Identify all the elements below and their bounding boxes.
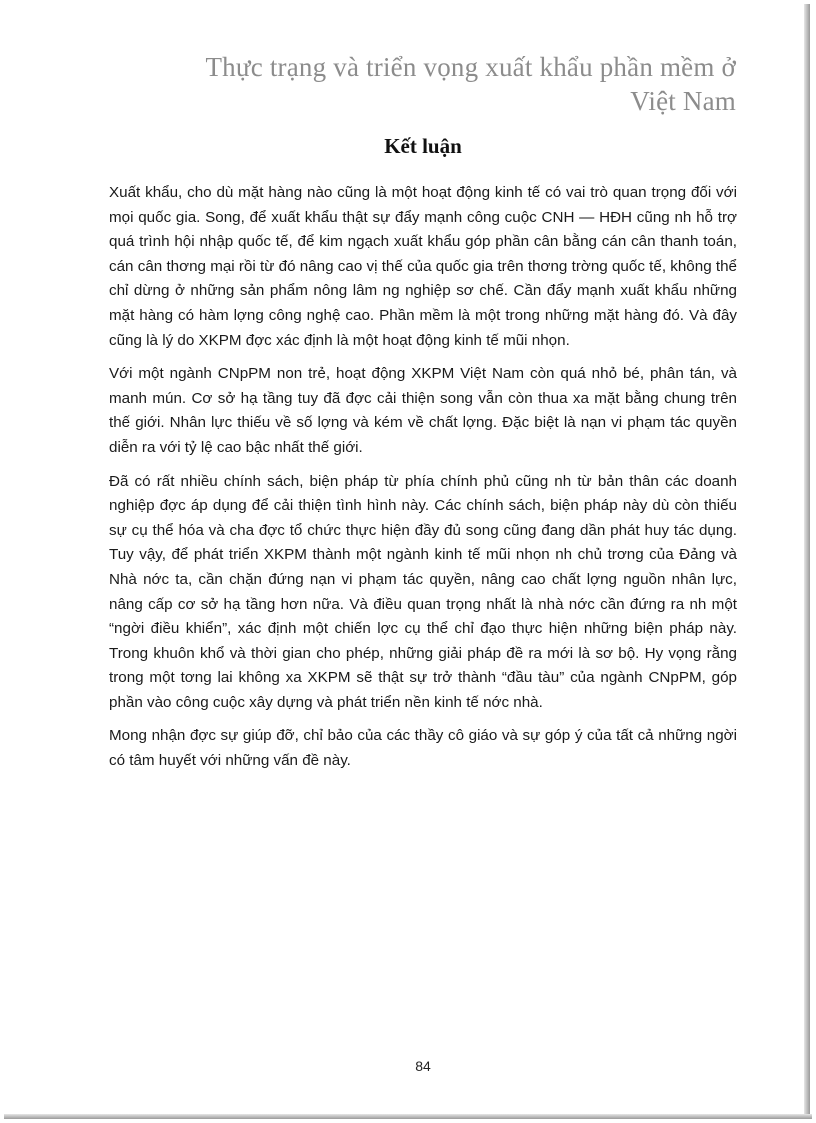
paragraph-4: Mong nhận đợc sự giúp đỡ, chỉ bảo của các thầy cô giáo và sự góp ý của tất cả những ngời có tâm huyết với những vấn đề này. [109, 727, 737, 770]
header-line-1: Thực trạng và triển vọng xuất khẩu phần mềm ở [205, 52, 736, 82]
paragraph-3: Đã có rất nhiều chính sách, biện pháp từ phía chính phủ cũng nh từ bản thân các doanh nghiệp đợc áp dụng để cải thiện tình hình này. Các chính sách, biện pháp này dù còn thiếu sự cụ thể hóa và cha đợc tổ chức thực hiện đầy đủ song cũng đang dần phát huy tác dụng. Tuy vậy, để phát triển XKPM thành một ngành kinh tế mũi nhọn nh chủ trơng của Đảng và Nhà nớc ta, cần chặn đứng nạn vi phạm tác quyền, nâng cao chất lợng nguồn nhân lực, nâng cấp cơ sở hạ tầng hơn nữa. Và điều quan trọng nhất là nhà nớc cần đứng ra nh một “ngời điều khiển”, xác định một chiến lợc cụ thể chỉ đạo thực hiện những biện pháp này. Trong khuôn khổ và thời gian cho phép, những giải pháp đề ra mới là sơ bộ. Hy vọng rằng trong một tơng lai không xa XKPM sẽ thật sự trở thành “đầu tàu” của ngành CNpPM, góp phần vào công cuộc xây dựng và phát triển nền kinh tế nớc nhà. [109, 472, 737, 711]
page-shadow-bottom [4, 1114, 812, 1119]
page-shadow-right [804, 4, 810, 1116]
body-text [109, 181, 737, 783]
header-line-2: Việt Nam [630, 86, 736, 116]
page-number: 84 [415, 1058, 431, 1074]
paragraph-1: Xuất khẩu, cho dù mặt hàng nào cũng là một hoạt động kinh tế có vai trò quan trọng đối với mọi quốc gia. Song, để xuất khẩu thật sự đẩy mạnh công cuộc CNH — HĐH cũng nh hỗ trợ quá trình hội nhập quốc tế, để kim ngạch xuất khẩu góp phần cân bằng cán cân thanh toán, cán cân thơng mại rồi từ đó nâng cao vị thế của quốc gia trên thơng trờng quốc tế, không thể chỉ dừng ở những sản phẩm nông lâm ng nghiệp sơ chế. Cần đẩy mạnh xuất khẩu những mặt hàng có hàm lợng công nghệ cao. Phần mềm là một trong những mặt hàng đó. Và đây cũng là lý do XKPM đợc xác định là một hoạt động kinh tế mũi nhọn. [109, 184, 737, 349]
running-header [96, 50, 736, 118]
paragraph-2: Với một ngành CNpPM non trẻ, hoạt động XKPM Việt Nam còn quá nhỏ bé, phân tán, và manh mún. Cơ sở hạ tầng tuy đã đợc cải thiện song vẫn còn thua xa mặt bằng chung trên thế giới. Nhân lực thiếu về số lợng và kém về chất lợng. Đặc biệt là nạn vi phạm tác quyền diễn ra với tỷ lệ cao bậc nhất thế giới. [109, 365, 737, 456]
section-title: Kết luận [384, 134, 462, 158]
